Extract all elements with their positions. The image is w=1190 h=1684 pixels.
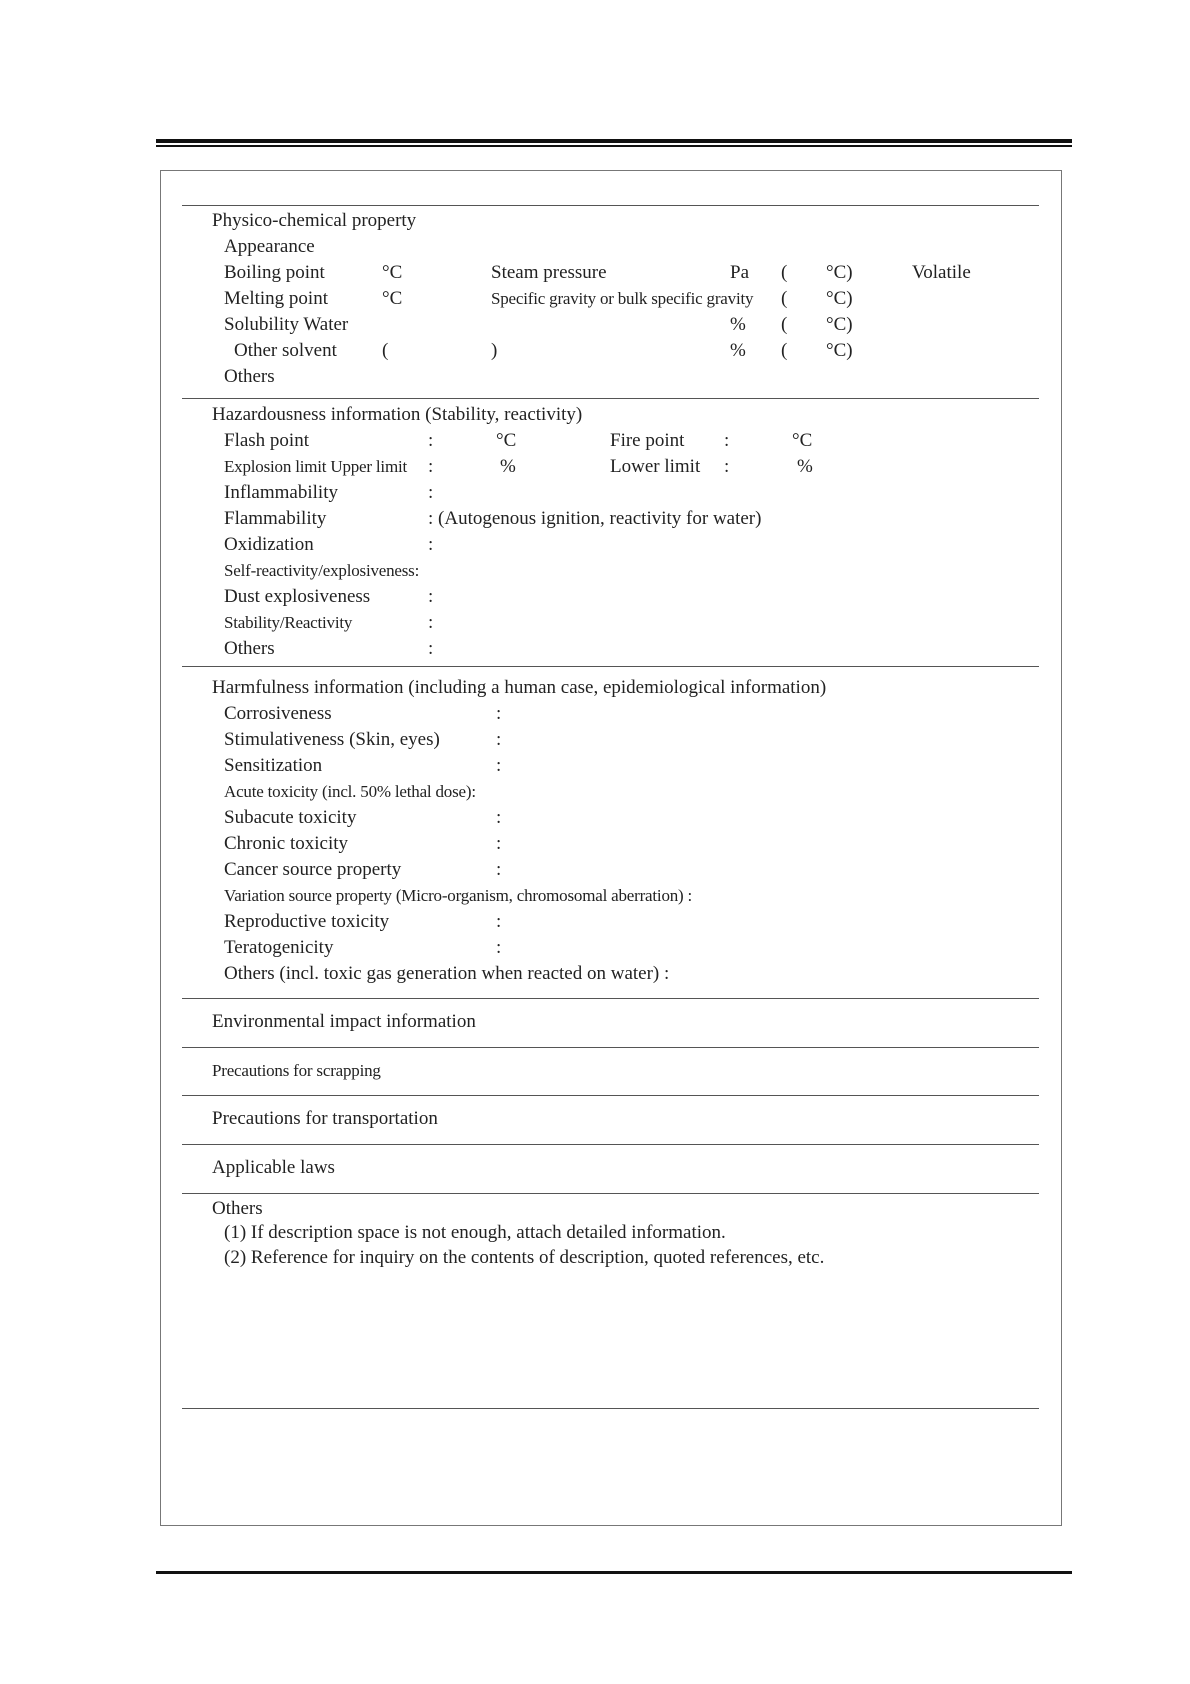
variation-label: Variation source property (Micro-organism, chromosomal aberration) : — [224, 886, 693, 905]
upper-limit-percent: % — [500, 456, 516, 477]
chronic-label: Chronic toxicity — [224, 833, 349, 854]
sensitization-label: Sensitization — [224, 755, 323, 776]
footer-rule — [156, 1571, 1072, 1574]
self-reactivity-label: Self-reactivity/explosiveness: — [224, 561, 420, 580]
flash-point-unit: °C — [496, 430, 517, 451]
section-divider — [182, 1095, 1039, 1096]
physico-others-label: Others — [224, 366, 275, 387]
gravity-paren-open: ( — [781, 288, 788, 309]
section-divider — [182, 398, 1039, 399]
specific-gravity-label: Specific gravity or bulk specific gravity — [491, 289, 754, 308]
physico-title: Physico-chemical property — [212, 210, 417, 231]
explosion-limit-colon: : — [428, 456, 434, 477]
solubility-paren-open: ( — [781, 314, 788, 335]
lower-limit-colon: : — [724, 456, 730, 477]
other-solvent-paren-close: ) — [491, 340, 498, 361]
section-divider — [182, 205, 1039, 206]
transportation-title: Precautions for transportation — [212, 1108, 438, 1129]
stability-label: Stability/Reactivity — [224, 613, 353, 632]
other-solvent-paren-open: ( — [382, 340, 389, 361]
header-rule-thin — [156, 145, 1072, 147]
stimulativeness-label: Stimulativeness (Skin, eyes) — [224, 729, 440, 750]
steam-temp-unit: °C) — [826, 262, 853, 283]
appearance-label: Appearance — [224, 236, 315, 257]
cancer-label: Cancer source property — [224, 859, 402, 880]
cancer-colon: : — [496, 859, 502, 880]
harm-title: Harmfulness information (including a human case, epidemiological information) — [212, 677, 827, 698]
flash-point-label: Flash point — [224, 430, 309, 451]
dust-label: Dust explosiveness — [224, 586, 371, 607]
other-solvent-label: Other solvent — [234, 340, 337, 361]
solubility-water-percent: % — [730, 314, 746, 335]
flash-point-colon: : — [428, 430, 434, 451]
header-rule — [156, 139, 1072, 143]
boiling-point-label: Boiling point — [224, 262, 325, 283]
lower-limit-label: Lower limit — [610, 456, 701, 477]
fire-point-colon: : — [724, 430, 730, 451]
volatile-label: Volatile — [912, 262, 971, 283]
melting-point-unit: °C — [382, 288, 403, 309]
chronic-colon: : — [496, 833, 502, 854]
subacute-colon: : — [496, 807, 502, 828]
section-divider — [182, 1047, 1039, 1048]
section-divider — [182, 1408, 1039, 1409]
stability-colon: : — [428, 612, 434, 633]
fire-point-unit: °C — [792, 430, 813, 451]
harm-others-label: Others (incl. toxic gas generation when reacted on water) : — [224, 963, 670, 984]
flammability-label: Flammability — [224, 508, 327, 529]
oxidization-label: Oxidization — [224, 534, 314, 555]
steam-pressure-unit: Pa — [730, 262, 749, 283]
other-solvent-temp-open: ( — [781, 340, 788, 361]
section-divider — [182, 1144, 1039, 1145]
laws-title: Applicable laws — [212, 1157, 335, 1178]
lower-limit-percent: % — [797, 456, 813, 477]
section-divider — [182, 666, 1039, 667]
scrapping-title: Precautions for scrapping — [212, 1061, 381, 1080]
steam-pressure-label: Steam pressure — [491, 262, 607, 283]
section-divider — [182, 998, 1039, 999]
reproductive-colon: : — [496, 911, 502, 932]
solubility-water-label: Solubility Water — [224, 314, 349, 335]
others-note-1: (1) If description space is not enough, attach detailed information. — [224, 1222, 726, 1243]
teratogenicity-label: Teratogenicity — [224, 937, 334, 958]
sensitization-colon: : — [496, 755, 502, 776]
flammability-note: : (Autogenous ignition, reactivity for water) — [428, 508, 762, 529]
hazard-title: Hazardousness information (Stability, reactivity) — [212, 404, 583, 425]
reproductive-label: Reproductive toxicity — [224, 911, 390, 932]
subacute-label: Subacute toxicity — [224, 807, 357, 828]
corrosiveness-colon: : — [496, 703, 502, 724]
oxidization-colon: : — [428, 534, 434, 555]
other-solvent-percent: % — [730, 340, 746, 361]
section-divider — [182, 1193, 1039, 1194]
gravity-temp-unit: °C) — [826, 288, 853, 309]
boiling-point-unit: °C — [382, 262, 403, 283]
melting-point-label: Melting point — [224, 288, 328, 309]
other-solvent-temp-unit: °C) — [826, 340, 853, 361]
explosion-limit-label: Explosion limit Upper limit — [224, 457, 408, 476]
fire-point-label: Fire point — [610, 430, 685, 451]
hazard-others-label: Others — [224, 638, 275, 659]
solubility-temp-unit: °C) — [826, 314, 853, 335]
acute-toxicity-label: Acute toxicity (incl. 50% lethal dose): — [224, 782, 476, 801]
corrosiveness-label: Corrosiveness — [224, 703, 332, 724]
hazard-others-colon: : — [428, 638, 434, 659]
others-note-2: (2) Reference for inquiry on the contents of description, quoted references, etc. — [224, 1247, 825, 1268]
inflammability-colon: : — [428, 482, 434, 503]
dust-colon: : — [428, 586, 434, 607]
teratogenicity-colon: : — [496, 937, 502, 958]
inflammability-label: Inflammability — [224, 482, 338, 503]
stimulativeness-colon: : — [496, 729, 502, 750]
environmental-title: Environmental impact information — [212, 1011, 476, 1032]
steam-paren-open: ( — [781, 262, 788, 283]
others-title: Others — [212, 1198, 263, 1219]
